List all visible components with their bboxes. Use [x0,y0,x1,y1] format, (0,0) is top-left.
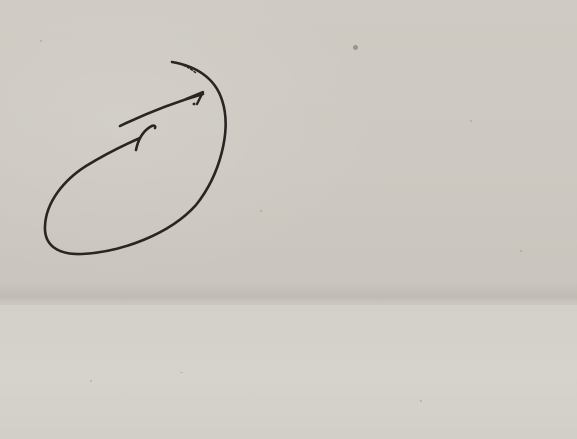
ink-arrow-shaft [120,94,203,126]
ink-arrow-tip [186,92,203,104]
ink-arrow-curl [136,126,155,150]
ink-loop-stroke [45,62,226,254]
ink-dot [193,103,196,106]
